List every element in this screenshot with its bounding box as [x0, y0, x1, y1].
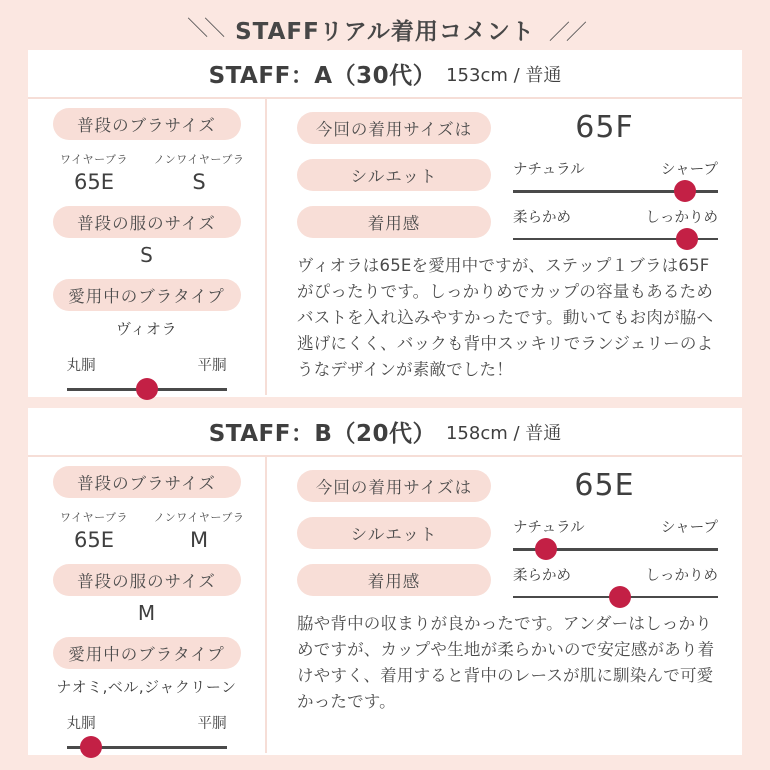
usual-bra-size-label: 普段のブラサイズ — [53, 108, 241, 140]
staff-a-header — [28, 50, 742, 99]
soft-label: 柔らかめ — [513, 209, 571, 226]
torso-flat-label: 平胴 — [197, 358, 227, 374]
staff-b-header — [28, 408, 742, 457]
fit-feel-slider — [513, 206, 718, 241]
page-title — [0, 0, 770, 46]
slider-track — [513, 238, 718, 241]
wearing-size-value: 65F — [575, 110, 634, 145]
non-wire-bra-header: ノンワイヤーブラ — [153, 153, 245, 166]
torso-shape-slider — [67, 354, 227, 391]
favorite-bra-type-label: 愛用中のブラタイプ — [53, 637, 241, 669]
natural-label: ナチュラル — [513, 162, 585, 178]
staff-a-name: STAFF：A（30代） — [208, 63, 437, 89]
staff-a-profile: 153cm / 普通 — [446, 64, 562, 86]
wire-bra-size-value: 65E — [74, 528, 114, 552]
wire-bra-header: ワイヤーブラ — [59, 511, 129, 524]
staff-a-left-column — [28, 99, 265, 395]
firm-label: しっかりめ — [645, 567, 718, 584]
sharp-label: シャープ — [661, 162, 718, 178]
torso-round-label: 丸胴 — [66, 358, 96, 374]
favorite-bra-type-value: ナオミ,ベル,ジャクリーン — [56, 678, 237, 696]
wire-bra-column — [42, 509, 147, 552]
slider-track — [513, 190, 718, 193]
slider-handle — [136, 378, 158, 400]
usual-clothes-size-label: 普段の服のサイズ — [53, 564, 241, 596]
non-wire-bra-header: ノンワイヤーブラ — [153, 511, 245, 524]
slider-track — [67, 388, 227, 391]
torso-shape-slider — [67, 712, 227, 749]
slider-handle — [609, 586, 631, 608]
wearing-size-value: 65E — [574, 468, 635, 503]
favorite-bra-type-label: 愛用中のブラタイプ — [53, 279, 241, 311]
slider-handle — [674, 180, 696, 202]
decorative-slashes-left: ＼＼ — [187, 16, 222, 40]
staff-a-right-column — [265, 99, 742, 395]
staff-a-comment: ヴィオラは65Eを愛用中ですが、ステップ１ブラは65Fがぴったりです。しっかりめでカップの容量もあるためバストを入れ込みやすかったです。動いてもお肉が脇へ逃げにくく、バックも背中スッキリでランジェリーのようなデザインが素敵でした！ — [297, 256, 714, 379]
sharp-label: シャープ — [661, 520, 718, 536]
staff-b-left-column — [28, 457, 265, 753]
staff-b-comment: 脇や背中の収まりが良かったです。アンダーはしっかりめですが、カップや生地が柔らかいので安定感があり着けやすく、着用すると背中のレースが肌に馴染んで可愛かったです。 — [297, 614, 715, 711]
slider-track — [513, 596, 718, 599]
page-title-text: STAFFリアル着用コメント — [235, 18, 535, 45]
silhouette-label: シルエット — [297, 159, 491, 191]
staff-a-card — [28, 50, 742, 397]
fit-feel-label: 着用感 — [297, 564, 491, 596]
wearing-size-label: 今回の着用サイズは — [297, 470, 491, 502]
firm-label: しっかりめ — [645, 209, 718, 226]
slider-handle — [676, 228, 698, 250]
non-wire-bra-size-value: S — [192, 170, 206, 194]
usual-bra-size-label: 普段のブラサイズ — [53, 466, 241, 498]
non-wire-bra-column — [147, 509, 252, 552]
slider-track — [67, 746, 227, 749]
torso-round-label: 丸胴 — [66, 716, 96, 732]
clothes-size-value: M — [137, 601, 156, 625]
soft-label: 柔らかめ — [513, 567, 571, 584]
torso-flat-label: 平胴 — [197, 716, 227, 732]
staff-b-name: STAFF：B（20代） — [208, 421, 436, 447]
bra-size-table — [42, 151, 252, 194]
silhouette-slider — [513, 516, 718, 551]
wire-bra-column — [42, 151, 147, 194]
wire-bra-header: ワイヤーブラ — [59, 153, 129, 166]
staff-b-profile: 158cm / 普通 — [445, 422, 562, 444]
non-wire-bra-column — [147, 151, 252, 194]
staff-b-body — [28, 457, 742, 753]
usual-clothes-size-label: 普段の服のサイズ — [53, 206, 241, 238]
favorite-bra-type-value: ヴィオラ — [115, 320, 178, 338]
slider-handle — [80, 736, 102, 758]
wearing-size-label: 今回の着用サイズは — [297, 112, 491, 144]
staff-b-right-column — [265, 457, 742, 753]
decorative-slashes-right: ／／ — [548, 20, 583, 44]
non-wire-bra-size-value: M — [189, 528, 209, 552]
bra-size-table — [42, 509, 252, 552]
staff-a-body — [28, 99, 742, 395]
silhouette-label: シルエット — [297, 517, 491, 549]
fit-feel-label: 着用感 — [297, 206, 491, 238]
natural-label: ナチュラル — [513, 520, 585, 536]
slider-handle — [535, 538, 557, 560]
silhouette-slider — [513, 158, 718, 193]
slider-track — [513, 548, 718, 551]
clothes-size-value: S — [140, 243, 153, 267]
staff-b-card — [28, 408, 742, 755]
fit-feel-slider — [513, 564, 718, 599]
wire-bra-size-value: 65E — [74, 170, 114, 194]
